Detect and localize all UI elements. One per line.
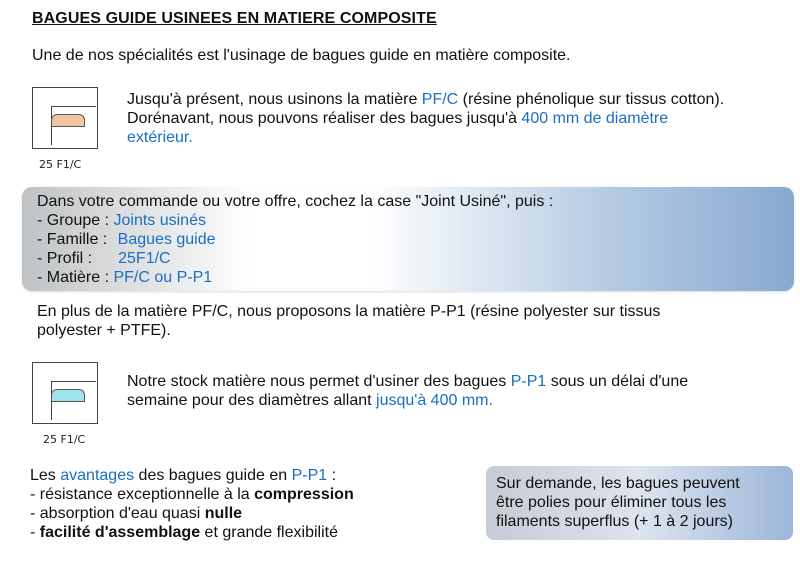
profil-value: 25F1/C <box>118 250 171 267</box>
section1-text: Jusqu'à présent, nous usinons la matière PF/C (résine phénolique sur tissus cotton). Dorénavant, nous pouvons réaliser des bagues jusqu'à 400 mm de diamètre extérieur. <box>127 91 725 146</box>
order-instructions-text: Dans votre commande ou votre offre, cochez la case "Joint Usiné", puis : - Groupe : Joints usinés - Famille : Bagues guide - Profil : 25F1/C - Matière : PF/C ou P-P1 <box>37 193 554 286</box>
profile-caption: 25 F1/C <box>39 158 82 171</box>
profile-drawing-pp1 <box>32 362 98 424</box>
profile-drawing-pfc <box>32 87 98 149</box>
diameter-link[interactable]: 400 mm de diamètre <box>521 110 669 127</box>
pfc-link[interactable]: PF/C <box>421 91 459 108</box>
pp1-intro: En plus de la matière PF/C, nous proposons la matière P-P1 (résine polyester sur tissus polyester + PTFE). <box>37 303 661 339</box>
exterior-link[interactable]: extérieur. <box>127 129 193 146</box>
profile-caption-2: 25 F1/C <box>43 433 86 446</box>
advantages-list: Les avantages des bagues guide en P-P1 : - résistance exceptionnelle à la compression - absorption d'eau quasi nulle - facilité d'assemblage et grande flexibilité <box>30 467 354 541</box>
pp1-link[interactable]: P-P1 <box>510 373 547 390</box>
jusqua-400-link[interactable]: jusqu'à 400 mm. <box>376 392 493 409</box>
matiere-value: PF/C ou P-P1 <box>113 269 213 286</box>
polishing-note-text: Sur demande, les bagues peuvent être polies pour éliminer tous les filaments superflus (+ 1 à 2 jours) <box>496 475 740 530</box>
avantages-link[interactable]: avantages <box>60 467 135 484</box>
page-title: BAGUES GUIDE USINEES EN MATIERE COMPOSITE <box>32 10 437 27</box>
section2-text: Notre stock matière nous permet d'usiner des bagues P-P1 sous un délai d'une semaine pour des diamètres allant jusqu'à 400 mm. <box>127 373 689 409</box>
famille-value: Bagues guide <box>117 231 216 248</box>
intro-text: Une de nos spécialités est l'usinage de bagues guide en matière composite. <box>32 47 571 64</box>
pp1-link-2[interactable]: P-P1 <box>291 467 328 484</box>
groupe-value: Joints usinés <box>113 212 206 229</box>
orange-pad-shape <box>51 114 85 127</box>
cyan-pad-shape <box>51 389 85 402</box>
